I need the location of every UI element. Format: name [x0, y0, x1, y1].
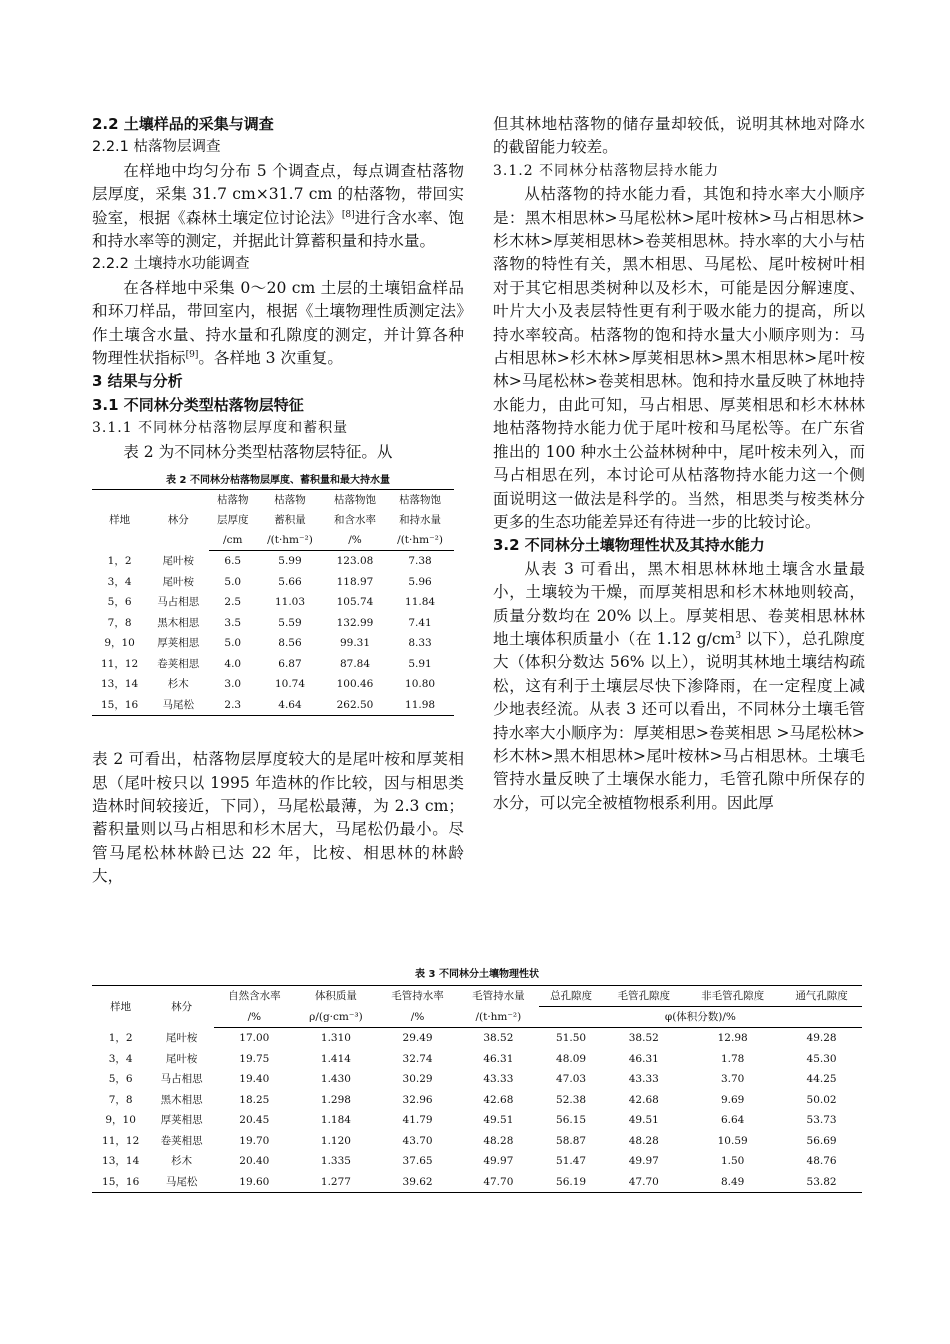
- table3-cell: 43.70: [402, 1134, 433, 1147]
- paragraph-text: 以下），总孔隙度大（体积分数达 56% 以上），说明其林地土壤结构疏松，这有利于土壤层尽快下渗降雨，在一定程度上减少地表经流。从表 3 还可以看出，不同林分土壤毛管持水率大小顺序为：厚荚相思>卷荚相思 >马尾松林>杉木林>黑木相思林>尾叶桉林>马占相思林。土壤毛管持水量反映了土壤保水能力，毛管孔隙中所保存的水分，可以完全被植物根系利用。因此厚: [493, 629, 865, 812]
- table3-cell: 53.73: [806, 1114, 837, 1126]
- table2-cell: 2.5: [224, 596, 242, 609]
- section-2-2-heading: 2.2 土壤样品的采集与调查: [92, 115, 274, 133]
- table2-cell: 5.0: [224, 637, 242, 650]
- table3-cell: 3.70: [720, 1073, 745, 1085]
- table2-cell: 8.56: [278, 637, 302, 650]
- table3-cell: 1.50: [720, 1155, 745, 1167]
- paragraph-text: 。各样地 3 次重复。: [198, 349, 343, 368]
- table3-header: 毛管持水率: [391, 990, 444, 1003]
- table2-cell: 10.74: [274, 678, 306, 691]
- table3-cell: 11，12: [102, 1134, 140, 1147]
- table2-cell: 5.0: [224, 575, 242, 588]
- table2-cell: 11.98: [405, 698, 436, 711]
- left-column: [92, 113, 464, 889]
- table3-header: 自然含水率: [228, 990, 281, 1003]
- continued-paragraph: 但其林地枯落物的储存量却较低，说明其林地对降水的截留能力较差。: [493, 115, 865, 157]
- table3-header: 总孔隙度: [539, 986, 604, 1007]
- table2-header-stand: 林分: [167, 514, 189, 527]
- table2-cell: 11.84: [405, 596, 436, 609]
- section-3-2-paragraph: [493, 558, 865, 815]
- table2-cell: 杉木: [167, 678, 189, 691]
- table2-header: 和持水量: [399, 514, 442, 527]
- table2-cell: 11，12: [100, 657, 139, 670]
- table2-cell: 5.99: [278, 555, 302, 568]
- table3-cell: 46.31: [628, 1052, 659, 1065]
- table3-cell: 19.60: [239, 1175, 270, 1188]
- table3-cell: 49.51: [628, 1114, 659, 1126]
- table3-cell: 20.45: [239, 1114, 270, 1126]
- table2-cell: 9，10: [104, 637, 135, 650]
- right-column: [493, 113, 865, 815]
- table3-cell: 1.277: [320, 1175, 351, 1188]
- table2-discussion-paragraph: 表 2 可看出，枯落物层厚度较大的是尾叶桉和厚荚相思（尾叶桉只以 1995 年造林的作比较，因与相思类造林时间较接近，下同），马尾松最薄，为 2.3 cm；蓄积量则以马占相思和杉木居大，马尾松仍最小。尽管马尾松林林龄已达 22 年，比桉、相思林的林龄大，: [92, 750, 464, 886]
- table3-cell: 12.98: [717, 1032, 748, 1044]
- table3-header: 通气孔隙度: [781, 986, 862, 1007]
- table3-row: [92, 1049, 862, 1070]
- table2-cell: 6.87: [278, 657, 302, 670]
- table3-cell: 42.68: [483, 1093, 514, 1106]
- table2-cell: 5.59: [278, 616, 302, 629]
- table3-cell: 43.33: [628, 1073, 659, 1085]
- table3-unit: ρ/(g·cm⁻³): [295, 1007, 377, 1028]
- table2-body: [92, 551, 454, 716]
- table2-cell: 99.31: [339, 637, 371, 650]
- table3-cell: 51.47: [556, 1155, 587, 1167]
- citation-9: [9]: [185, 349, 199, 360]
- table3-cell: 49.51: [483, 1114, 514, 1126]
- table3-unit: /%: [377, 1007, 458, 1028]
- table3-header-plot: 样地: [110, 1000, 132, 1013]
- table2-cell: 132.99: [336, 616, 374, 629]
- table3-cell: 黑木相思: [160, 1093, 203, 1106]
- table2-cell: 8.33: [408, 637, 432, 650]
- table3-cell: 38.52: [483, 1032, 514, 1044]
- section-3-1-1-paragraph: 表 2 为不同林分类型枯落物层特征。从: [123, 442, 393, 461]
- table3-cell: 47.03: [556, 1073, 587, 1085]
- table2-cell: 尾叶桉: [162, 575, 195, 588]
- table2-row: [92, 592, 454, 613]
- table2-cell: 7.38: [408, 555, 432, 568]
- table3-cell: 5，6: [108, 1073, 133, 1085]
- table2-row: [92, 613, 454, 634]
- section-2-2-1-paragraph: [92, 160, 464, 254]
- table3-cell: 30.29: [402, 1073, 433, 1085]
- table3-cell: 48.09: [556, 1052, 587, 1065]
- section-3-heading: 3 结果与分析: [92, 372, 183, 391]
- table3-cell: 3，4: [108, 1052, 133, 1065]
- paragraph-text: 在各样地中采集 0～20 cm 土层的土壤铝盒样品和环刀样品，带回室内，根据《土壤物理性质测定法》作土壤含水量、持水量和孔隙度的测定，并计算各种物理性状指标: [92, 278, 464, 368]
- table2-cell: 厚荚相思: [157, 637, 200, 650]
- table2-cell: 4.0: [224, 657, 242, 670]
- section-3-1-heading: 3.1 不同林分类型枯落物层特征: [92, 395, 304, 414]
- table3-cell: 48.28: [628, 1134, 659, 1147]
- table2-cell: 13，14: [100, 678, 139, 691]
- table3-row: [92, 1151, 862, 1172]
- section-2-2-2-paragraph: [92, 277, 464, 371]
- table2-cell: 87.84: [339, 657, 371, 670]
- table2-unit: /(t·hm⁻²): [386, 530, 454, 551]
- table3-cell: 1.310: [320, 1032, 351, 1044]
- table3-cell: 51.50: [556, 1032, 587, 1044]
- table3-cell: 卷荚相思: [160, 1134, 203, 1147]
- table3-cell: 17.00: [239, 1032, 270, 1044]
- table3-cell: 46.31: [483, 1052, 514, 1065]
- table2-cell: 262.50: [336, 698, 374, 711]
- table2-header: 枯落物: [216, 494, 249, 507]
- table3-cell: 56.15: [556, 1114, 587, 1126]
- table3-cell: 58.87: [556, 1134, 587, 1147]
- table2-cell: 118.97: [336, 575, 374, 588]
- table3-block: [92, 968, 862, 1193]
- table3-group-unit: φ(体积分数)/%: [539, 1007, 862, 1028]
- table3-header: 毛管孔隙度: [603, 986, 684, 1007]
- table3-row: [92, 1069, 862, 1090]
- table3-cell: 39.62: [402, 1175, 433, 1188]
- table2-row: [92, 551, 454, 572]
- table3-cell: 45.30: [806, 1052, 837, 1065]
- table3-cell: 48.28: [483, 1134, 514, 1147]
- table3-cell: 42.68: [628, 1093, 659, 1106]
- table2-header: 枯落物: [274, 494, 306, 507]
- table3-cell: 杉木: [171, 1155, 193, 1167]
- table3-cell: 19.75: [239, 1052, 270, 1065]
- table2-cell: 6.5: [224, 555, 242, 568]
- section-2-2-1-heading: 2.2.1 枯落物层调查: [92, 139, 221, 156]
- table3-cell: 尾叶桉: [165, 1052, 198, 1065]
- table2-cell: 3.5: [224, 616, 242, 629]
- table2-row: [92, 654, 454, 675]
- table3-cell: 1.120: [320, 1134, 351, 1147]
- table3-cell: 马占相思: [160, 1073, 203, 1085]
- table3-cell: 马尾松: [165, 1175, 198, 1188]
- table3-cell: 1.414: [320, 1052, 351, 1065]
- table2-cell: 7，8: [107, 616, 132, 629]
- table3-cell: 44.25: [806, 1073, 837, 1085]
- table3-row: [92, 1028, 862, 1049]
- table3-cell: 52.38: [556, 1093, 587, 1106]
- table2-row: [92, 674, 454, 695]
- table3-cell: 29.49: [402, 1032, 433, 1044]
- table3-row: [92, 1172, 862, 1193]
- table3-cell: 1，2: [108, 1031, 133, 1044]
- table2-header: 蓄积量: [274, 514, 306, 527]
- table2-cell: 黑木相思: [157, 616, 200, 629]
- table2-cell: 5.91: [408, 657, 432, 670]
- table2-cell: 11.03: [274, 596, 306, 609]
- table2: [92, 489, 454, 716]
- table3-row: [92, 1110, 862, 1131]
- table3-cell: 49.97: [628, 1155, 659, 1167]
- table2-cell: 1，2: [107, 554, 132, 567]
- table3-cell: 1.335: [320, 1155, 351, 1167]
- table3-cell: 10.59: [717, 1134, 748, 1147]
- table3-cell: 6.64: [720, 1114, 745, 1126]
- table2-cell: 马占相思: [157, 596, 200, 609]
- paragraph-text: 在样地中均匀分布 5 个调查点，每点调查枯落物层厚度，采集 31.7 cm×31.7 cm 的枯落物，带回实验室，根据《森林土壤定位讨论法》: [92, 161, 464, 227]
- table3-cell: 41.79: [402, 1114, 433, 1126]
- table3-cell: 1.78: [720, 1052, 745, 1065]
- table2-cell: 123.08: [336, 555, 374, 568]
- table3-cell: 37.65: [402, 1155, 433, 1167]
- table3-header: 体积质量: [314, 990, 357, 1003]
- table3-cell: 1.430: [320, 1073, 351, 1085]
- table2-cell: 3，4: [107, 575, 132, 588]
- table3-cell: 1.184: [320, 1114, 351, 1126]
- table3-caption: 表 3 不同林分土壤物理性状: [415, 969, 539, 980]
- table3-cell: 13，14: [102, 1155, 140, 1167]
- section-3-1-2-paragraph: 从枯落物的持水能力看，其饱和持水率大小顺序是：黑木相思林>马尾松林>尾叶桉林>马占相思林>杉木林>厚荚相思林>卷荚相思林。持水率的大小与枯落物的特性有关，黑木相思、马尾松、尾叶桉树叶相对于其它相思类树种以及杉木，可能是因分解速度、叶片大小及表层特性更有利于吸水能力的提高，所以持水率较高。枯落物的饱和持水量大小顺序则为：马占相思林>杉木林>厚荚相思林>黑木相思林>尾叶桉林>马尾松林>卷荚相思林。饱和持水量反映了林地持水能力，由此可知，马占相思、厚荚相思和杉木林林地枯落物持水能力优于尾叶桉和马尾松等。在广东省推出的 100 种水土公益林树种中，尾叶桉未列入，而马占相思在列，本讨论可从枯落物持水能力这一个侧面说明这一做法是科学的。当然，相思类与桉类林分更多的生态功能差异还有待进一步的比较讨论。: [493, 185, 865, 531]
- table2-cell: 2.3: [224, 698, 242, 711]
- table2-unit: /(t·hm⁻²): [256, 530, 324, 551]
- table2-caption: 表 2 不同林分枯落物层厚度、蓄积量和最大持水量: [166, 475, 390, 487]
- section-2-2-2-heading: 2.2.2 土壤持水功能调查: [92, 256, 250, 273]
- table3-cell: 48.76: [806, 1155, 837, 1167]
- table2-cell: 尾叶桉: [162, 554, 195, 567]
- table3-row: [92, 1090, 862, 1111]
- table3-header: 毛管持水量: [472, 990, 525, 1003]
- table2-cell: 卷荚相思: [157, 657, 200, 670]
- table3-cell: 56.69: [806, 1134, 837, 1147]
- table2-header-plot: 样地: [109, 514, 131, 527]
- table2-cell: 7.41: [408, 616, 432, 629]
- table2-cell: 15，16: [100, 698, 139, 711]
- paragraph-text: 进行含水率、饱和持水率等的测定，并据此计算蓄积量和持水量。: [92, 208, 464, 251]
- table3-cell: 9，10: [105, 1114, 136, 1126]
- table3-cell: 38.52: [628, 1032, 659, 1044]
- table2-cell: 5.66: [278, 575, 302, 588]
- table3-cell: 厚荚相思: [160, 1114, 203, 1126]
- section-3-1-1-heading: 3.1.1 不同林分枯落物层厚度和蓄积量: [92, 420, 349, 437]
- table2-row: [92, 695, 454, 716]
- table2-cell: 3.0: [224, 678, 242, 691]
- table3-row: [92, 1131, 862, 1152]
- table2-cell: 10.80: [405, 678, 436, 691]
- table2-header: 枯落物饱: [334, 494, 376, 507]
- table2-unit: /cm: [209, 530, 256, 551]
- table3: [92, 985, 862, 1193]
- table3-cell: 9.69: [720, 1093, 745, 1106]
- table3-cell: 7，8: [108, 1093, 133, 1106]
- table3-cell: 47.70: [628, 1175, 659, 1188]
- table3-cell: 1.298: [320, 1093, 351, 1106]
- table2-unit: /%: [324, 530, 386, 551]
- table3-cell: 8.49: [720, 1175, 745, 1188]
- table2-header: 层厚度: [216, 514, 249, 527]
- table3-cell: 32.74: [402, 1052, 433, 1065]
- table2-cell: 马尾松: [162, 698, 195, 711]
- table3-cell: 19.70: [239, 1134, 270, 1147]
- table2-cell: 100.46: [336, 678, 374, 691]
- table2-cell: 105.74: [336, 596, 374, 609]
- table2-cell: 4.64: [278, 698, 302, 711]
- table2-cell: 5，6: [107, 596, 132, 609]
- paragraph-text: 从表 3 可看出，黑木相思林林地土壤含水量最小，土壤较为干燥，而厚荚相思和杉木林地则较高，质量分数均在 20% 以上。厚荚相思、卷荚相思林林地土壤体积质量小（在 1.12 g/cm: [493, 559, 865, 648]
- table2-row: [92, 572, 454, 593]
- table3-cell: 32.96: [402, 1093, 433, 1106]
- table3-header-stand: 林分: [171, 1000, 193, 1013]
- table2-row: [92, 633, 454, 654]
- table3-cell: 15，16: [102, 1175, 140, 1188]
- table3-unit: /%: [214, 1007, 295, 1028]
- table3-cell: 56.19: [556, 1175, 587, 1188]
- superscript: 3: [735, 630, 742, 641]
- table2-cell: 5.96: [408, 575, 432, 588]
- table3-cell: 49.28: [806, 1032, 837, 1044]
- table3-cell: 47.70: [483, 1175, 514, 1188]
- table3-cell: 18.25: [239, 1093, 270, 1106]
- section-3-1-2-heading: 3.1.2 不同林分枯落物层持水能力: [493, 162, 720, 179]
- table3-cell: 50.02: [806, 1093, 837, 1106]
- table3-cell: 19.40: [239, 1073, 270, 1085]
- table3-cell: 尾叶桉: [165, 1031, 198, 1044]
- table3-cell: 20.40: [239, 1155, 270, 1167]
- table3-cell: 43.33: [483, 1073, 514, 1085]
- table2-header: 枯落物饱: [399, 494, 442, 507]
- section-3-2-heading: 3.2 不同林分土壤物理性状及其持水能力: [493, 536, 765, 555]
- table3-body: [92, 1028, 862, 1193]
- table2-header: 和含水率: [334, 514, 376, 527]
- table3-header: 非毛管孔隙度: [684, 986, 781, 1007]
- table3-unit: /(t·hm⁻²): [458, 1007, 539, 1028]
- citation-8: [8]: [341, 209, 355, 220]
- table3-cell: 49.97: [483, 1155, 514, 1167]
- table3-cell: 53.82: [806, 1175, 837, 1188]
